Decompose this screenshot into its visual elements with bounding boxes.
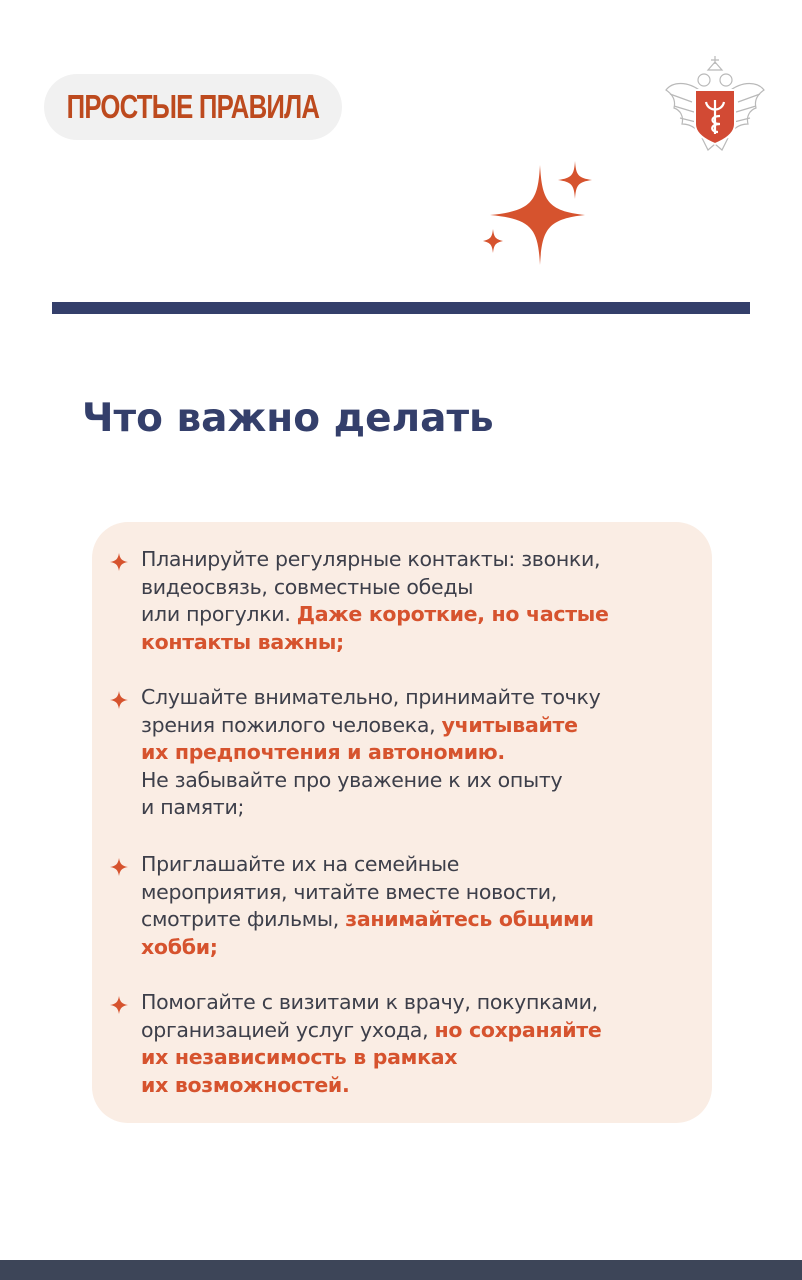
footer-bar [0, 1260, 802, 1280]
sparkles-icon [475, 155, 610, 275]
section-divider [52, 302, 750, 314]
section-title: Что важно делать [82, 396, 494, 441]
highlight-text: Даже короткие, но частые [296, 602, 609, 626]
highlight-text: занимайтесь общими [345, 907, 594, 931]
highlight-text: учитывайте [441, 712, 578, 737]
highlight-text: хобби; [141, 934, 218, 959]
highlight-text: их возможностей. [141, 1072, 350, 1097]
four-point-star-bullet-icon [109, 995, 129, 1015]
ministry-of-health-emblem-icon [662, 50, 768, 160]
four-point-star-bullet-icon [109, 552, 129, 572]
tips-card [92, 522, 712, 1123]
list-item-text: Планируйте регулярные контакты: звонки, видеосвязь, совместные обеды или прогулки. Даже короткие, но частые контакты важны; [141, 547, 609, 654]
highlight-text: но сохраняйте [434, 1017, 602, 1042]
header-badge [44, 74, 342, 140]
four-point-star-bullet-icon [109, 857, 129, 877]
highlight-text: контакты важны; [141, 629, 344, 654]
list-item-text: Приглашайте их на семейные мероприятия, читайте вместе новости, смотрите фильмы, занимайтесь общими хобби; [141, 852, 594, 959]
list-item-text: Помогайте с визитами к врачу, покупками, организацией услуг ухода, но сохраняйте их независимость в рамках их возможностей. [141, 990, 602, 1097]
badge-label: ПРОСТЫЕ ПРАВИЛА [66, 88, 320, 125]
highlight-text: их независимость в рамках [141, 1045, 458, 1069]
four-point-star-bullet-icon [109, 690, 129, 710]
highlight-text: их предпочтения и автономию. [141, 740, 505, 764]
list-item-text: Слушайте внимательно, принимайте точку зрения пожилого человека, учитывайте их предпочтения и автономию. Не забывайте про уважение к их опыту и памяти; [141, 685, 601, 819]
